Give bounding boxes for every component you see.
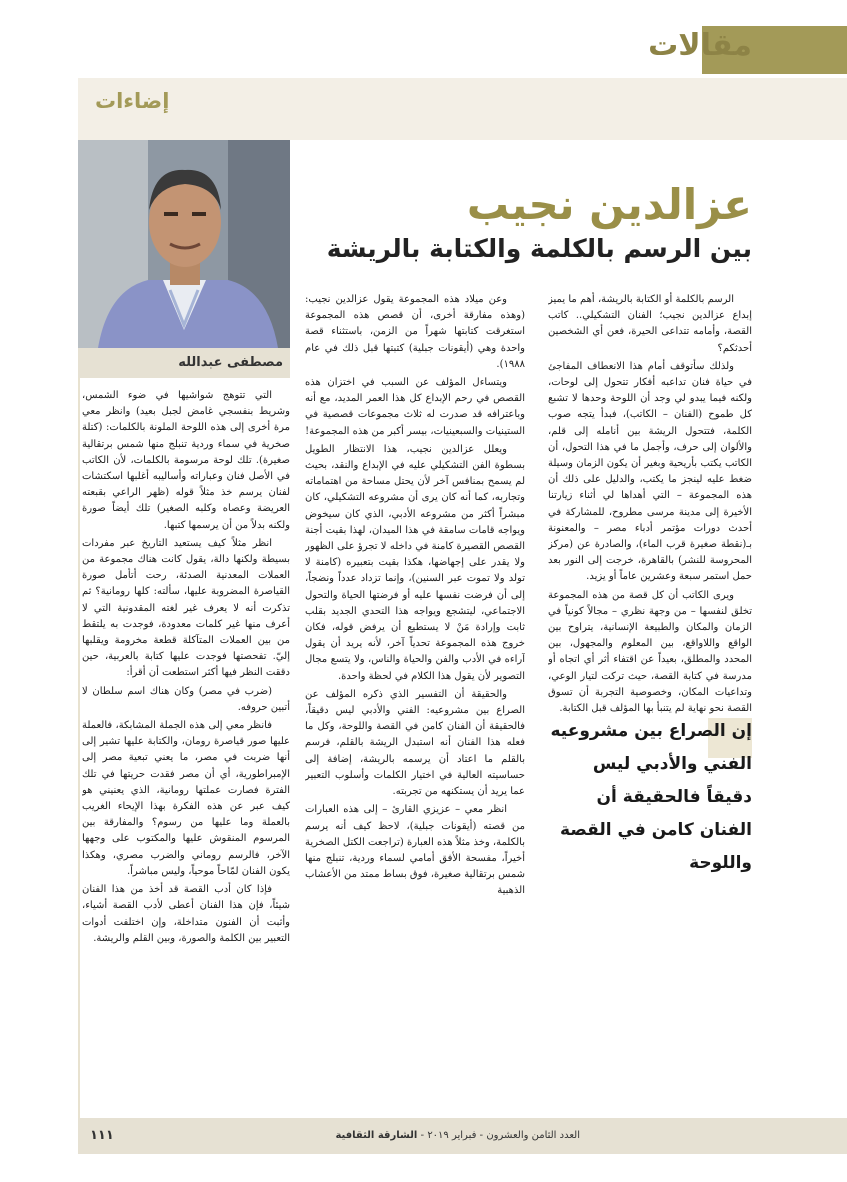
paragraph: انظر مثلاً كيف يستعيد التاريخ عبر مفردات بسيطة ولكنها دالة، يقول كانت هناك مجموعة من العملات المعدنية الصدئة، رحت أتأمل صورة القياصرة المضروبة عليها، سألته: كلها رومانية؟ ثم تذكرت أنه لا يعرف غير لغته المقدونية التي لا أعرف منها غير كلمات معدودة، فوجدت به يلتقط من بين العملات المتآكلة قطعة مخرومة ويقلبها إليّ. تفحصتها فوجدت عليها كتابة بالعربية، حين دققت النظر فيها أكثر استطعت أن أقرأ:: [82, 537, 290, 679]
page-number: ١١١: [90, 1128, 114, 1143]
paragraph: فانظر معي إلى هذه الجملة المشابكة، فالعملة عليها صور قياصرة رومان، والكتابة عليها تشير إلى أنها ضربت في مصر، ما يعني تبعية مصر إلى الإمبراطورية، أي أن مصر فقدت حريتها في تلك الفترة فصارت عملتها رومانية، الذي يعنيني هو كيف عبر عن هذه الفكرة بهذا الإيحاء الغريب بالعملة وما عليها من رسوم؟ والمفارقة بين المرسوم المنقوش عليها والمكتوب على وجهها الآخر، فالرسم روماني والضرب مصري، وهكذا يكون الفنان لمّاحاً موحياً، وليس مباشراً.: [82, 720, 290, 877]
paragraph: والحقيقة أن التفسير الذي ذكره المؤلف عن الصراع بين مشروعيه: الفني والأدبي ليس دقيقاً، فالحقيقة أن الفنان كامن في القصة واللوحة، وكل ما فعله هذا الفنان أنه استبدل الريشة بالقلم، فرسم بالقلم ما اعتاد أن يرسمه بالريشة، إضافة إلى حساسيته العالية في اختيار الكلمات وأسلوب التعبير عما يريد أن يستكنهه من تجربته.: [305, 688, 525, 798]
paragraph: الرسم بالكلمة أو الكتابة بالريشة، أهم ما يميز إبداع عزالدين نجيب؛ الفنان التشكيلي.. كاتب القصة، وأمامه تتداعى الحيرة، فعن أي الشخصين أحدثكم؟: [548, 294, 752, 354]
paragraph: ويعلل عزالدين نجيب، هذا الانتظار الطويل بسطوة الفن التشكيلي عليه في الإبداع والنقد، بحيث لم يسمح بمنافس آخر لأن يحتل مساحة من اهتماماته وتجاربه، كما أنه كان يرى أن مشروعه التشكيلي، كان مبشراً أكثر من مشروعه الأدبي، الذي كان سيخوض ويواجه قامات سامقة في هذا الميدان، لهذا بقيت أجنة القصص القصيرة كامنة في داخله لا تجرؤ على الظهور ولا يقدر على إجهاضها، هكذا بقيت بتعبيره (كامنة لا تولد ولا تموت عبر السنين)، وإنما تزداد عدداً ونضجاً، إلى أن فرضت نفسها عليه أو فرضتها الحياة والتحول الاجتماعي، ليتشجع ويواجه هذا التحدي الجديد بقلب ثابت وإرادة مَنْ لا يستطيع أن يرفض قوله، فكان خروج هذه المجموعة تحدياً آخر، لأنه يريد أن يقول آراءه في الأدب والفن والحياة والناس، ولا يتسع مجال التصوير لأن يقول هذا الكلام في لحظة واحدة.: [305, 443, 525, 682]
paragraph: (ضرب في مصر) وكان هناك اسم سلطان لا أتبين حروفه.: [82, 685, 290, 713]
section-label: مقالات: [648, 28, 752, 63]
paragraph: انظر معي – عزيزي القارئ – إلى هذه العبارات من قصته (أيقونات جبلية)، لاحظ كيف أنه يرسم بالكلمة، وخذ مثلاً هذه العبارة (تراجعت الكتل الصخرية أخيراً، مفسحة الأفق أمامي لسماء وردية، تنبلج منها شمس برتقالية صغيرة، فوق بساط ممتد من الأعشاب الذهبية: [305, 804, 525, 897]
paragraph: وعن ميلاد هذه المجموعة يقول عزالدين نجيب: (وهذه مفارقة أخرى، أن قصص هذه المجموعة استغرقت كتابتها شهراً من الزمن، باستثناء قصة واحدة وهي (أيقونات جبلية) كتبتها قبل ذلك في عام ١٩٨٨).: [305, 294, 525, 370]
paragraph: فإذا كان أدب القصة قد أخذ من هذا الفنان شيئاً، فإن هذا الفنان أعطى لأدب القصة أشياء، وأثبت أن الفنون متداخلة، وإن اختلفت أدوات التعبير بين الكلمة والصورة، وبين القلم والريشة.: [82, 884, 290, 944]
paragraph: ويتساءل المؤلف عن السبب في اختزان هذه القصص في رحم الإبداع كل هذا العمر المديد، مع أنه وباعترافه قد صدرت له ثلاث مجموعات قصصية في الستينيات والسبعينيات، بيسر أكبر من هذه المجموعة!: [305, 377, 525, 437]
portrait-illustration: [78, 140, 290, 348]
author-caption: مصطفى عبدالله: [178, 355, 283, 370]
article-title: عزالدين نجيب: [466, 180, 752, 229]
text-column-middle: [305, 292, 525, 1130]
paragraph: ولذلك سأتوقف أمام هذا الانعطاف المفاجئ في حياة فنان تداعبه أفكار تتحول إلى لوحات، ولكنه فيما يبدو لي وجد أن اللوحة وحدها لا تشبع كل طموح (الفنان – الكاتب)، فبدأ يتجه صوب الكلمة، فتتحول الريشة بين أنامله إلى قلم، والألوان إلى حرف، وأجمل ما في هذا التحول، أن الكاتب يكتب بأريحية وبغير أن يكون الزمان وسيلة ضغط عليه لينجز ما يكتب، والدليل على ذلك أن هذه المجموعة – التي أهداها لي أثناء زيارتنا الأخيرة إلى مدينة مرسى مطروح، للمشاركة في أحدث دورات مؤتمر أدباء مصر – والمعنونة بـ(نقطة صغيرة قرب الماء)، والصادرة عن (مركز المحروسة للنشر) بالقاهرة، خرجت إلى النور بعد حمل استمر سبعة وعشرين عاماً أو يزيد.: [548, 360, 752, 583]
column-kicker: إضاءات: [95, 89, 170, 113]
magazine-name: الشارقة الثقافية: [335, 1130, 418, 1141]
footer-issue-line: [160, 1118, 580, 1154]
text-column-left: [82, 388, 290, 1130]
paragraph: التي تتوهج شواشيها في ضوء الشمس، وشريط بنفسجي غامض لجبل بعيد) وانظر معي مرة أخرى إلى هذه اللوحة الملونة بالكلمات: (كتلة صخرية في سماء وردية تنبلج منها شمس برتقالية صغيرة). تلك لوحة مرسومة بالكلمات، لأن الكاتب في الأصل فنان وعباراته وأساليبه أغلبها اسكتشات لفنان يرسم خذ مثلاً قوله (ظهر الراعي بقبعته العريضة وعصاه وكلبه الصغير) تلك أيضاً صورة ولكنه بدلاً من أن يرسمها كتبها.: [82, 390, 290, 531]
issue-info: العدد الثامن والعشرون - فبراير ٢٠١٩ -: [420, 1130, 580, 1141]
pull-quote: إن الصراع بين مشروعيه الفني والأدبي ليس دقيقاً فالحقيقة أن الفنان كامن في القصة واللوحة: [550, 721, 752, 873]
article-subtitle: بين الرسم بالكلمة والكتابة بالريشة: [326, 234, 752, 263]
paragraph: ويرى الكاتب أن كل قصة من هذه المجموعة تخلق لنفسها – من وجهة نظري – مجالاً كونياً في الزمان والمكان والطبيعة الإنسانية، يتراوح بين الواقع واللاواقع، بين المعلوم والمجهول، بين المحدد والمطلق، بعيداً عن اقتفاء أثر أي اتجاه أو مدرسة في كتابة القصة، حيث تركت لتيار الوعي، وتداعيات المكان، وخصوصية التجربة أن تسوق القصة نحو نهاية لم يتنبأ بها المؤلف قبل الكتابة.: [548, 589, 752, 715]
author-photo: [78, 140, 290, 348]
